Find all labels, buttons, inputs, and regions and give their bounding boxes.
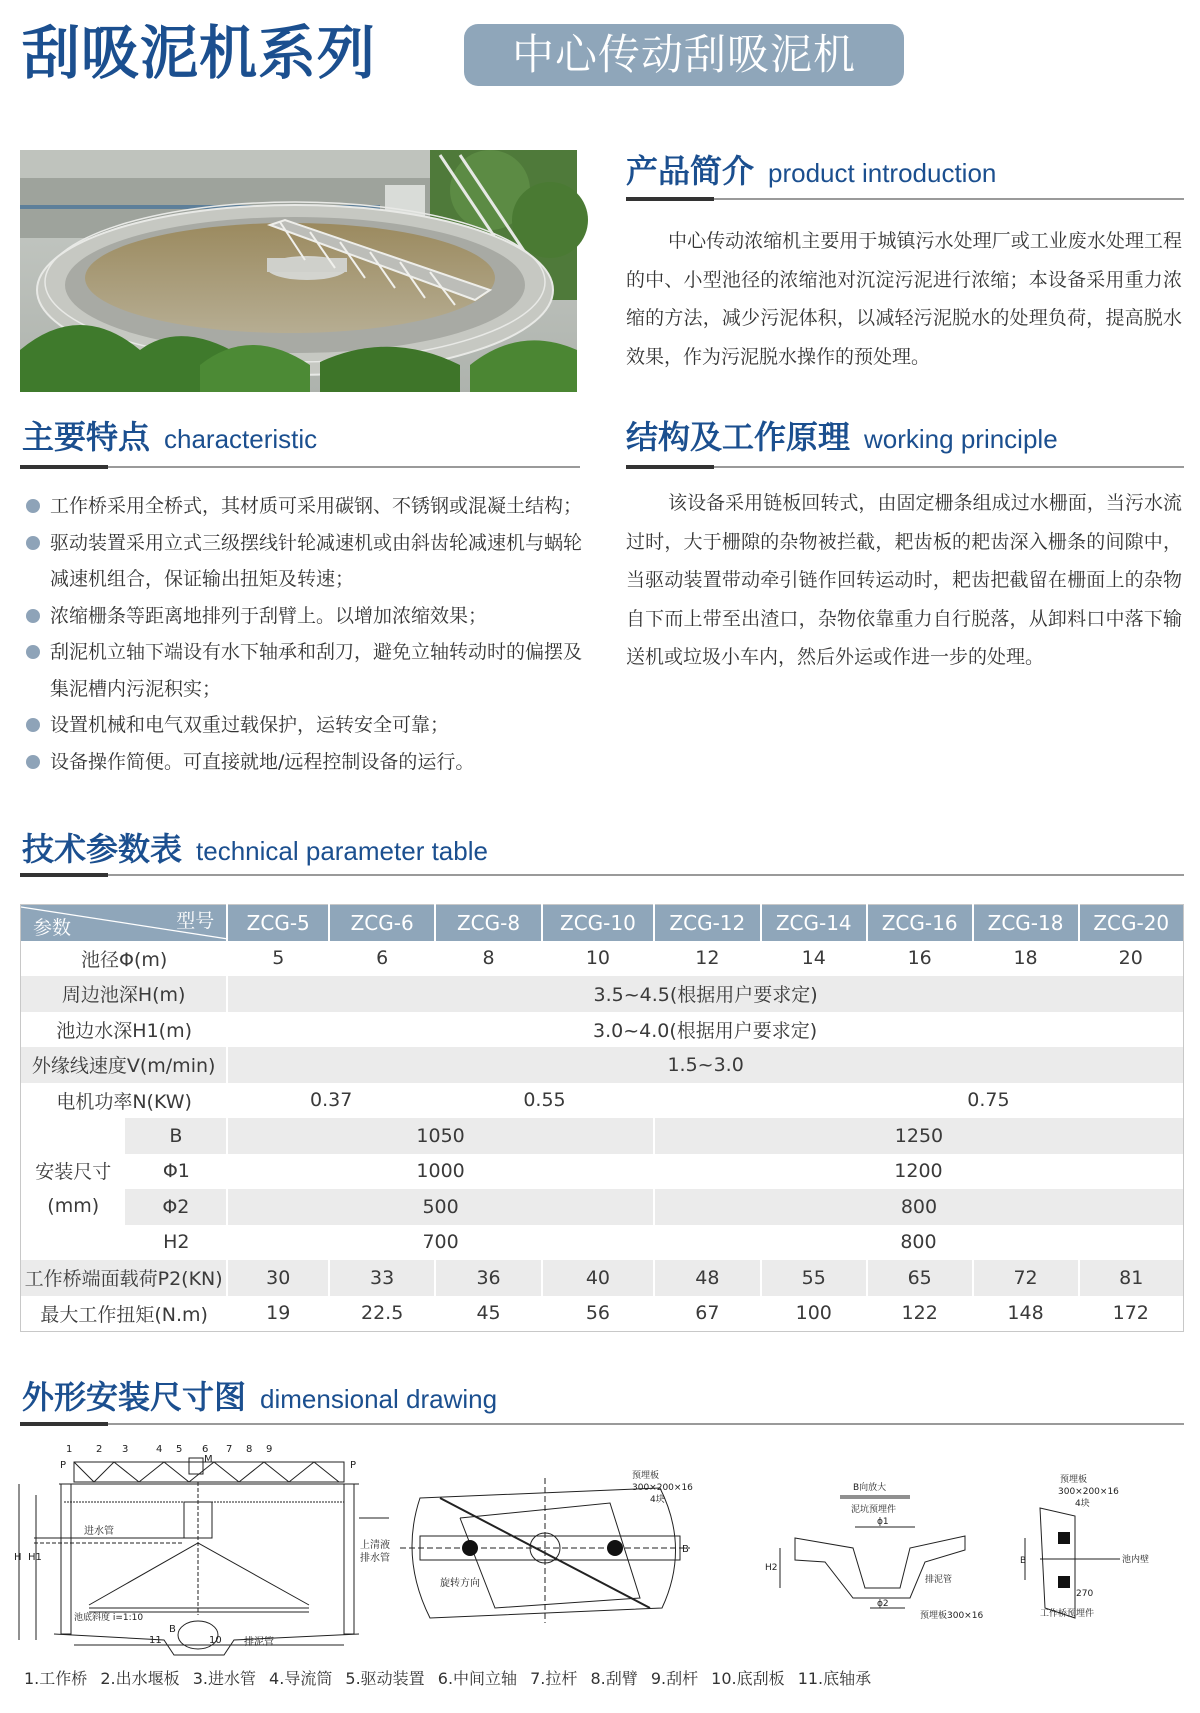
load-label-right: P: [350, 1460, 357, 1471]
cell: 1.5~3.0: [227, 1047, 1183, 1083]
cell: 5: [272, 947, 285, 970]
feature-list: [24, 488, 586, 780]
product-name-badge: 中心传动刮吸泥机: [464, 24, 904, 86]
table-row-speed: [21, 1047, 1184, 1083]
cell: 1200: [894, 1160, 943, 1183]
moment-label: M: [204, 1454, 213, 1465]
table-row-install-phi1: [21, 1154, 1184, 1190]
feature-item: 浓缩栅条等距离地排列于刮臂上。以增加浓缩效果；: [24, 598, 586, 635]
table-row-torque: [21, 1296, 1184, 1332]
cell: 16: [907, 947, 932, 970]
main-title: 刮吸泥机系列: [22, 19, 377, 87]
cell: 100: [795, 1302, 832, 1324]
model-header: ZCG-10: [542, 905, 654, 941]
embed-plate: [1058, 1532, 1070, 1544]
part-number: 2: [96, 1444, 103, 1455]
cell: 122: [901, 1302, 938, 1324]
drawing-title-zh: 外形安装尺寸图: [22, 1378, 247, 1416]
principle-title-en: working principle: [864, 424, 1058, 454]
row-label: 外缘线速度V(m/min): [21, 1047, 228, 1083]
cell: 14: [801, 947, 826, 970]
table-corner-header: [21, 905, 228, 941]
cell: 8: [482, 947, 495, 970]
table-row-install-B: [21, 1118, 1184, 1154]
plate-qty: 4块: [1075, 1499, 1090, 1509]
cell: 0.75: [967, 1089, 1010, 1112]
drawing-divider: [20, 1423, 1184, 1425]
table-row-install-H2: [21, 1225, 1184, 1261]
cell: 6: [376, 947, 389, 970]
characteristic-title-en: characteristic: [164, 424, 318, 454]
cell: 3.5~4.5(根据用户要求定): [227, 976, 1183, 1012]
model-header: ZCG-14: [761, 905, 867, 941]
model-header: ZCG-6: [329, 905, 435, 941]
caption: 工作桥预埋件: [1040, 1609, 1095, 1619]
table-row-install-phi2: [21, 1189, 1184, 1225]
model-header: ZCG-8: [435, 905, 542, 941]
plate-size: 300×200×16: [632, 1483, 693, 1493]
part-number: 8: [246, 1444, 253, 1455]
cell: 500: [227, 1189, 654, 1225]
parameter-table: [20, 904, 1184, 1332]
cell: 56: [585, 1302, 611, 1324]
cell: 81: [1079, 1260, 1184, 1296]
intro-paragraph: [626, 222, 1182, 376]
table-row-load: [21, 1260, 1184, 1296]
cell: 0.37: [310, 1089, 353, 1112]
corner-param-label: 参数: [33, 916, 72, 939]
model-header: ZCG-18: [973, 905, 1079, 941]
model-header: ZCG-20: [1079, 905, 1184, 941]
feature-item: 工作桥采用全桥式，其材质可采用碳钢、不锈钢或混凝土结构；: [24, 488, 586, 525]
model-header: ZCG-16: [867, 905, 973, 941]
bridge-embed-drawing: [1020, 1468, 1180, 1618]
parts-legend: 1.工作桥 2.出水堰板 3.进水管 4.导流筒 5.驱动装置 6.中间立轴 7.拉杆 8.刮臂 9.刮杆 10.底刮板 11.底轴承: [24, 1669, 872, 1688]
drawing-heading: [22, 1372, 497, 1428]
cell: 45: [476, 1302, 501, 1324]
principle-text: 该设备采用链板回转式，由固定栅条组成过水栅面，当污水流过时，大于栅隙的杂物被拦截，耙齿板的耙齿深入栅条的间隙中，当驱动装置带动牵引链作回转运动时，耙齿把截留在栅面上的杂物自下而上带至出渣口，杂物依靠重力自行脱落，从卸料口中落下输送机或垃圾小车内，然后外运或作进一步的处理。: [626, 492, 1182, 668]
cell: 19: [266, 1302, 291, 1324]
cell: 700: [422, 1231, 459, 1254]
part-number: 3: [122, 1444, 129, 1455]
cell: 10: [585, 947, 611, 970]
detail-b-drawing: [765, 1470, 984, 1621]
cell: 172: [1112, 1302, 1149, 1324]
characteristic-divider: [20, 466, 580, 468]
row-sublabel: H2: [163, 1231, 190, 1254]
row-label: 最大工作扭矩(N.m): [40, 1303, 208, 1326]
row-label: 电机功率N(KW): [56, 1090, 192, 1113]
feature-item: 驱动装置采用立式三级摆线针轮减速机或由斜齿轮减速机与蜗轮减速机组合，保证输出扭矩及转速；: [24, 525, 586, 598]
elevation-drawing: [14, 1440, 394, 1650]
plate-label: 预埋板: [1060, 1475, 1088, 1485]
row-label: 工作桥端面载荷P2(KN): [21, 1260, 228, 1296]
product-photo: [20, 150, 577, 392]
cell: 0.55: [523, 1089, 566, 1112]
plate-label: 预埋板300×16: [920, 1611, 984, 1621]
cell: 20: [1118, 947, 1143, 970]
rotation-label: 旋转方向: [440, 1578, 480, 1589]
row-label: 池径Φ(m): [80, 948, 168, 971]
params-heading: [22, 824, 488, 880]
thickener-tank-illustration: [20, 150, 577, 392]
cell: 55: [761, 1260, 867, 1296]
dim-H1: H1: [28, 1552, 42, 1563]
install-group-label: 安装尺寸 (mm): [21, 1118, 126, 1260]
table-row-motor: [21, 1083, 1184, 1119]
principle-heading: [626, 412, 1058, 468]
intro-title-zh: 产品简介: [626, 152, 755, 190]
dim-B: B: [682, 1544, 689, 1555]
principle-paragraph: [626, 484, 1182, 677]
params-title-zh: 技术参数表: [22, 830, 183, 868]
cell: 30: [227, 1260, 329, 1296]
load-label-left: P: [60, 1460, 67, 1471]
sludge-pipe-label: 排泥管: [244, 1637, 274, 1648]
part-number: 5: [176, 1444, 183, 1455]
part-number: 4: [156, 1444, 163, 1455]
phi2-label: ϕ2: [877, 1599, 889, 1609]
table-row-pool-depth: [21, 976, 1184, 1012]
detail-title: B向放大: [853, 1483, 887, 1493]
detail-subtitle: 泥坑预埋件: [851, 1505, 897, 1515]
cell: 40: [542, 1260, 654, 1296]
cell: 3.0~4.0(根据用户要求定): [593, 1019, 818, 1042]
embed-marker: [462, 1540, 478, 1556]
supernatant-label-2: 排水管: [360, 1553, 390, 1564]
row-label: 周边池深H(m): [21, 976, 228, 1012]
inlet-label: 进水管: [84, 1526, 114, 1537]
cell: 1050: [227, 1118, 654, 1154]
cell: 12: [695, 947, 720, 970]
cell: 800: [654, 1189, 1184, 1225]
cell: 33: [329, 1260, 435, 1296]
params-title-en: technical parameter table: [196, 836, 488, 866]
intro-heading: [626, 146, 996, 202]
phi1-label: ϕ1: [877, 1517, 889, 1527]
embed-marker: [607, 1540, 623, 1556]
plate-label: 预埋板: [632, 1471, 660, 1481]
characteristic-heading: [22, 412, 317, 468]
intro-title-en: product introduction: [768, 158, 997, 188]
bullet-icon: [26, 536, 40, 550]
cell: 800: [900, 1231, 937, 1254]
view-B-label: B: [169, 1624, 176, 1635]
cell: 67: [695, 1302, 720, 1324]
cell: 72: [973, 1260, 1079, 1296]
params-divider: [20, 874, 1184, 876]
feature-item: 设备操作简便。可直接就地/远程控制设备的运行。: [24, 744, 586, 781]
row-sublabel: Φ2: [125, 1189, 227, 1225]
table-row-water-depth: [21, 1012, 1184, 1048]
cell: 18: [1013, 947, 1038, 970]
model-header: ZCG-12: [654, 905, 761, 941]
dim-270: 270: [1076, 1589, 1094, 1599]
cell: 1000: [416, 1160, 465, 1183]
drawing-title-en: dimensional drawing: [260, 1384, 498, 1414]
bullet-icon: [26, 645, 40, 659]
H2-label: H2: [765, 1563, 778, 1573]
plate-size: 300×200×16: [1058, 1487, 1119, 1497]
part-number: 11: [149, 1635, 162, 1646]
bullet-icon: [26, 499, 40, 513]
part-number: 7: [226, 1444, 233, 1455]
row-sublabel: Φ1: [162, 1160, 190, 1183]
slope-label: 池底斜度 i=1:10: [74, 1613, 144, 1623]
dim-H: H: [14, 1552, 22, 1563]
characteristic-title-zh: 主要特点: [22, 418, 151, 456]
feature-item: 设置机械和电气双重过载保护，运转安全可靠；: [24, 707, 586, 744]
cell: 148: [1007, 1302, 1044, 1324]
wall-label: 池内壁: [1122, 1555, 1150, 1565]
sludge-pipe-label: 排泥管: [925, 1575, 953, 1585]
bullet-icon: [26, 609, 40, 623]
intro-text: 中心传动浓缩机主要用于城镇污水处理厂或工业废水处理工程的中、小型池径的浓缩池对沉淀污泥进行浓缩；本设备采用重力浓缩的方法，减少污泥体积，以减轻污泥脱水的处理负荷，提高脱水效果，作为污泥脱水操作的预处理。: [626, 230, 1182, 368]
part-number: 9: [266, 1444, 273, 1455]
cell: 65: [867, 1260, 973, 1296]
model-header: ZCG-5: [227, 905, 329, 941]
part-number: 10: [209, 1635, 222, 1646]
cell: 1250: [654, 1118, 1184, 1154]
plan-drawing: [400, 1468, 700, 1628]
principle-title-zh: 结构及工作原理: [626, 418, 851, 456]
principle-divider: [626, 466, 1184, 468]
bullet-icon: [26, 718, 40, 732]
cell: 48: [654, 1260, 761, 1296]
bullet-icon: [26, 755, 40, 769]
table-row-diameter: [21, 941, 1184, 977]
row-sublabel: B: [125, 1118, 227, 1154]
supernatant-label: 上清液: [360, 1540, 390, 1551]
part-number: 1: [66, 1444, 73, 1455]
corner-model-label: 型号: [176, 910, 215, 932]
feature-item: 刮泥机立轴下端设有水下轴承和刮刀，避免立轴转动时的偏摆及集泥槽内污泥积实；: [24, 634, 586, 707]
part-number: 6: [202, 1444, 209, 1455]
plate-qty: 4块: [650, 1495, 665, 1505]
cell: 22.5: [360, 1302, 404, 1324]
embed-plate: [1058, 1576, 1070, 1588]
dim-B: B: [1020, 1556, 1027, 1566]
cell: 36: [435, 1260, 542, 1296]
intro-divider: [626, 198, 1184, 200]
row-label: 池边水深H1(m): [56, 1019, 192, 1042]
